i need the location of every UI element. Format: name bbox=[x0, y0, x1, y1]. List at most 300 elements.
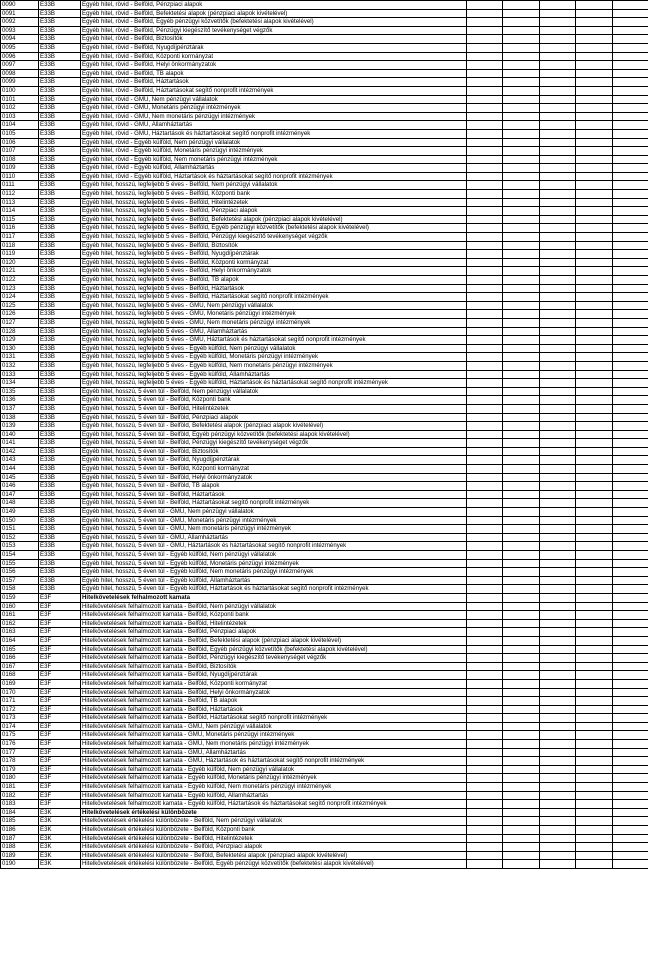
value-cell[interactable] bbox=[539, 284, 575, 293]
value-cell[interactable] bbox=[576, 765, 612, 774]
value-cell[interactable] bbox=[467, 722, 503, 731]
value-cell[interactable] bbox=[467, 731, 503, 740]
value-cell[interactable] bbox=[539, 61, 575, 70]
value-cell[interactable] bbox=[539, 576, 575, 585]
value-cell[interactable] bbox=[539, 671, 575, 680]
value-cell[interactable] bbox=[576, 18, 612, 27]
value-cell[interactable] bbox=[539, 181, 575, 190]
value-cell[interactable] bbox=[539, 35, 575, 44]
value-cell[interactable] bbox=[539, 800, 575, 809]
value-cell[interactable] bbox=[576, 525, 612, 534]
value-cell[interactable] bbox=[612, 731, 648, 740]
value-cell[interactable] bbox=[467, 104, 503, 113]
value-cell[interactable] bbox=[539, 679, 575, 688]
value-cell[interactable] bbox=[612, 52, 648, 61]
value-cell[interactable] bbox=[539, 336, 575, 345]
value-cell[interactable] bbox=[612, 104, 648, 113]
value-cell[interactable] bbox=[576, 112, 612, 121]
value-cell[interactable] bbox=[503, 404, 539, 413]
value-cell[interactable] bbox=[467, 791, 503, 800]
value-cell[interactable] bbox=[467, 190, 503, 199]
value-cell[interactable] bbox=[539, 43, 575, 52]
value-cell[interactable] bbox=[539, 250, 575, 259]
value-cell[interactable] bbox=[503, 576, 539, 585]
value-cell[interactable] bbox=[467, 353, 503, 362]
value-cell[interactable] bbox=[576, 78, 612, 87]
value-cell[interactable] bbox=[539, 404, 575, 413]
value-cell[interactable] bbox=[612, 129, 648, 138]
value-cell[interactable] bbox=[467, 233, 503, 242]
value-cell[interactable] bbox=[612, 791, 648, 800]
value-cell[interactable] bbox=[539, 783, 575, 792]
value-cell[interactable] bbox=[503, 370, 539, 379]
value-cell[interactable] bbox=[467, 447, 503, 456]
value-cell[interactable] bbox=[503, 774, 539, 783]
value-cell[interactable] bbox=[539, 258, 575, 267]
value-cell[interactable] bbox=[612, 43, 648, 52]
value-cell[interactable] bbox=[576, 241, 612, 250]
value-cell[interactable] bbox=[467, 198, 503, 207]
value-cell[interactable] bbox=[467, 387, 503, 396]
value-cell[interactable] bbox=[503, 387, 539, 396]
value-cell[interactable] bbox=[503, 671, 539, 680]
value-cell[interactable] bbox=[503, 783, 539, 792]
value-cell[interactable] bbox=[503, 43, 539, 52]
value-cell[interactable] bbox=[612, 1, 648, 10]
value-cell[interactable] bbox=[467, 800, 503, 809]
value-cell[interactable] bbox=[539, 361, 575, 370]
value-cell[interactable] bbox=[539, 310, 575, 319]
value-cell[interactable] bbox=[576, 190, 612, 199]
value-cell[interactable] bbox=[612, 344, 648, 353]
value-cell[interactable] bbox=[467, 817, 503, 826]
value-cell[interactable] bbox=[539, 387, 575, 396]
value-cell[interactable] bbox=[503, 619, 539, 628]
value-cell[interactable] bbox=[503, 851, 539, 860]
value-cell[interactable] bbox=[612, 722, 648, 731]
value-cell[interactable] bbox=[539, 731, 575, 740]
value-cell[interactable] bbox=[612, 18, 648, 27]
value-cell[interactable] bbox=[467, 293, 503, 302]
value-cell[interactable] bbox=[612, 800, 648, 809]
value-cell[interactable] bbox=[576, 774, 612, 783]
value-cell[interactable] bbox=[467, 525, 503, 534]
value-cell[interactable] bbox=[612, 224, 648, 233]
value-cell[interactable] bbox=[467, 860, 503, 869]
value-cell[interactable] bbox=[503, 757, 539, 766]
value-cell[interactable] bbox=[539, 172, 575, 181]
value-cell[interactable] bbox=[576, 516, 612, 525]
value-cell[interactable] bbox=[576, 851, 612, 860]
value-cell[interactable] bbox=[612, 276, 648, 285]
value-cell[interactable] bbox=[503, 714, 539, 723]
value-cell[interactable] bbox=[503, 447, 539, 456]
value-cell[interactable] bbox=[467, 774, 503, 783]
value-cell[interactable] bbox=[467, 851, 503, 860]
value-cell[interactable] bbox=[539, 628, 575, 637]
value-cell[interactable] bbox=[503, 834, 539, 843]
value-cell[interactable] bbox=[503, 860, 539, 869]
value-cell[interactable] bbox=[467, 276, 503, 285]
value-cell[interactable] bbox=[539, 379, 575, 388]
value-cell[interactable] bbox=[503, 473, 539, 482]
value-cell[interactable] bbox=[576, 215, 612, 224]
value-cell[interactable] bbox=[467, 697, 503, 706]
value-cell[interactable] bbox=[576, 336, 612, 345]
value-cell[interactable] bbox=[467, 138, 503, 147]
value-cell[interactable] bbox=[503, 542, 539, 551]
value-cell[interactable] bbox=[467, 61, 503, 70]
value-cell[interactable] bbox=[467, 705, 503, 714]
value-cell[interactable] bbox=[467, 344, 503, 353]
value-cell[interactable] bbox=[576, 593, 612, 602]
value-cell[interactable] bbox=[503, 198, 539, 207]
value-cell[interactable] bbox=[612, 654, 648, 663]
value-cell[interactable] bbox=[503, 808, 539, 817]
value-cell[interactable] bbox=[539, 645, 575, 654]
value-cell[interactable] bbox=[503, 465, 539, 474]
value-cell[interactable] bbox=[576, 267, 612, 276]
value-cell[interactable] bbox=[612, 267, 648, 276]
value-cell[interactable] bbox=[467, 516, 503, 525]
value-cell[interactable] bbox=[576, 722, 612, 731]
value-cell[interactable] bbox=[612, 207, 648, 216]
value-cell[interactable] bbox=[576, 636, 612, 645]
value-cell[interactable] bbox=[576, 490, 612, 499]
value-cell[interactable] bbox=[539, 69, 575, 78]
value-cell[interactable] bbox=[576, 361, 612, 370]
value-cell[interactable] bbox=[612, 112, 648, 121]
value-cell[interactable] bbox=[503, 817, 539, 826]
value-cell[interactable] bbox=[576, 95, 612, 104]
value-cell[interactable] bbox=[503, 181, 539, 190]
value-cell[interactable] bbox=[539, 121, 575, 130]
value-cell[interactable] bbox=[576, 293, 612, 302]
value-cell[interactable] bbox=[503, 551, 539, 560]
value-cell[interactable] bbox=[503, 293, 539, 302]
value-cell[interactable] bbox=[503, 585, 539, 594]
value-cell[interactable] bbox=[612, 482, 648, 491]
value-cell[interactable] bbox=[612, 688, 648, 697]
value-cell[interactable] bbox=[539, 147, 575, 156]
value-cell[interactable] bbox=[576, 628, 612, 637]
value-cell[interactable] bbox=[503, 250, 539, 259]
value-cell[interactable] bbox=[539, 318, 575, 327]
value-cell[interactable] bbox=[503, 508, 539, 517]
value-cell[interactable] bbox=[539, 327, 575, 336]
value-cell[interactable] bbox=[539, 447, 575, 456]
value-cell[interactable] bbox=[467, 327, 503, 336]
value-cell[interactable] bbox=[539, 843, 575, 852]
value-cell[interactable] bbox=[503, 379, 539, 388]
value-cell[interactable] bbox=[539, 233, 575, 242]
value-cell[interactable] bbox=[576, 310, 612, 319]
value-cell[interactable] bbox=[539, 439, 575, 448]
value-cell[interactable] bbox=[539, 688, 575, 697]
value-cell[interactable] bbox=[576, 473, 612, 482]
value-cell[interactable] bbox=[612, 361, 648, 370]
value-cell[interactable] bbox=[576, 671, 612, 680]
value-cell[interactable] bbox=[612, 78, 648, 87]
value-cell[interactable] bbox=[467, 35, 503, 44]
value-cell[interactable] bbox=[612, 619, 648, 628]
value-cell[interactable] bbox=[503, 310, 539, 319]
value-cell[interactable] bbox=[612, 636, 648, 645]
value-cell[interactable] bbox=[503, 748, 539, 757]
value-cell[interactable] bbox=[576, 585, 612, 594]
value-cell[interactable] bbox=[612, 61, 648, 70]
value-cell[interactable] bbox=[467, 636, 503, 645]
value-cell[interactable] bbox=[576, 783, 612, 792]
value-cell[interactable] bbox=[467, 602, 503, 611]
value-cell[interactable] bbox=[467, 172, 503, 181]
value-cell[interactable] bbox=[612, 198, 648, 207]
value-cell[interactable] bbox=[539, 9, 575, 18]
value-cell[interactable] bbox=[612, 422, 648, 431]
value-cell[interactable] bbox=[576, 250, 612, 259]
value-cell[interactable] bbox=[503, 224, 539, 233]
value-cell[interactable] bbox=[503, 327, 539, 336]
value-cell[interactable] bbox=[576, 791, 612, 800]
value-cell[interactable] bbox=[539, 774, 575, 783]
value-cell[interactable] bbox=[503, 422, 539, 431]
value-cell[interactable] bbox=[539, 654, 575, 663]
value-cell[interactable] bbox=[539, 198, 575, 207]
value-cell[interactable] bbox=[503, 490, 539, 499]
value-cell[interactable] bbox=[503, 662, 539, 671]
value-cell[interactable] bbox=[539, 533, 575, 542]
value-cell[interactable] bbox=[539, 344, 575, 353]
value-cell[interactable] bbox=[503, 353, 539, 362]
value-cell[interactable] bbox=[467, 224, 503, 233]
value-cell[interactable] bbox=[503, 233, 539, 242]
value-cell[interactable] bbox=[612, 645, 648, 654]
value-cell[interactable] bbox=[467, 714, 503, 723]
value-cell[interactable] bbox=[503, 705, 539, 714]
value-cell[interactable] bbox=[576, 138, 612, 147]
value-cell[interactable] bbox=[503, 645, 539, 654]
value-cell[interactable] bbox=[576, 233, 612, 242]
value-cell[interactable] bbox=[612, 602, 648, 611]
value-cell[interactable] bbox=[612, 611, 648, 620]
value-cell[interactable] bbox=[503, 396, 539, 405]
value-cell[interactable] bbox=[467, 473, 503, 482]
value-cell[interactable] bbox=[467, 508, 503, 517]
value-cell[interactable] bbox=[539, 740, 575, 749]
value-cell[interactable] bbox=[503, 482, 539, 491]
value-cell[interactable] bbox=[467, 533, 503, 542]
value-cell[interactable] bbox=[467, 155, 503, 164]
value-cell[interactable] bbox=[612, 671, 648, 680]
value-cell[interactable] bbox=[539, 757, 575, 766]
value-cell[interactable] bbox=[576, 834, 612, 843]
value-cell[interactable] bbox=[539, 155, 575, 164]
value-cell[interactable] bbox=[612, 585, 648, 594]
value-cell[interactable] bbox=[467, 688, 503, 697]
value-cell[interactable] bbox=[539, 422, 575, 431]
value-cell[interactable] bbox=[467, 430, 503, 439]
value-cell[interactable] bbox=[612, 808, 648, 817]
value-cell[interactable] bbox=[576, 26, 612, 35]
value-cell[interactable] bbox=[503, 241, 539, 250]
value-cell[interactable] bbox=[539, 267, 575, 276]
value-cell[interactable] bbox=[612, 181, 648, 190]
value-cell[interactable] bbox=[612, 748, 648, 757]
value-cell[interactable] bbox=[503, 628, 539, 637]
value-cell[interactable] bbox=[576, 147, 612, 156]
value-cell[interactable] bbox=[503, 78, 539, 87]
value-cell[interactable] bbox=[503, 654, 539, 663]
value-cell[interactable] bbox=[503, 147, 539, 156]
value-cell[interactable] bbox=[612, 465, 648, 474]
value-cell[interactable] bbox=[539, 430, 575, 439]
value-cell[interactable] bbox=[576, 379, 612, 388]
value-cell[interactable] bbox=[612, 26, 648, 35]
value-cell[interactable] bbox=[612, 662, 648, 671]
value-cell[interactable] bbox=[503, 69, 539, 78]
value-cell[interactable] bbox=[467, 439, 503, 448]
value-cell[interactable] bbox=[576, 800, 612, 809]
value-cell[interactable] bbox=[467, 671, 503, 680]
value-cell[interactable] bbox=[467, 181, 503, 190]
value-cell[interactable] bbox=[467, 490, 503, 499]
value-cell[interactable] bbox=[576, 318, 612, 327]
value-cell[interactable] bbox=[576, 327, 612, 336]
value-cell[interactable] bbox=[612, 250, 648, 259]
value-cell[interactable] bbox=[576, 301, 612, 310]
value-cell[interactable] bbox=[539, 851, 575, 860]
value-cell[interactable] bbox=[612, 568, 648, 577]
value-cell[interactable] bbox=[612, 783, 648, 792]
value-cell[interactable] bbox=[467, 843, 503, 852]
value-cell[interactable] bbox=[612, 353, 648, 362]
value-cell[interactable] bbox=[503, 499, 539, 508]
value-cell[interactable] bbox=[576, 611, 612, 620]
value-cell[interactable] bbox=[539, 241, 575, 250]
value-cell[interactable] bbox=[612, 499, 648, 508]
value-cell[interactable] bbox=[539, 1, 575, 10]
value-cell[interactable] bbox=[576, 224, 612, 233]
value-cell[interactable] bbox=[612, 233, 648, 242]
value-cell[interactable] bbox=[467, 593, 503, 602]
value-cell[interactable] bbox=[576, 662, 612, 671]
value-cell[interactable] bbox=[539, 86, 575, 95]
value-cell[interactable] bbox=[612, 86, 648, 95]
value-cell[interactable] bbox=[612, 121, 648, 130]
value-cell[interactable] bbox=[539, 636, 575, 645]
value-cell[interactable] bbox=[576, 276, 612, 285]
value-cell[interactable] bbox=[503, 26, 539, 35]
value-cell[interactable] bbox=[612, 336, 648, 345]
value-cell[interactable] bbox=[612, 705, 648, 714]
value-cell[interactable] bbox=[467, 52, 503, 61]
value-cell[interactable] bbox=[503, 456, 539, 465]
value-cell[interactable] bbox=[576, 757, 612, 766]
value-cell[interactable] bbox=[539, 276, 575, 285]
value-cell[interactable] bbox=[539, 224, 575, 233]
value-cell[interactable] bbox=[576, 740, 612, 749]
value-cell[interactable] bbox=[612, 447, 648, 456]
value-cell[interactable] bbox=[503, 593, 539, 602]
value-cell[interactable] bbox=[612, 559, 648, 568]
value-cell[interactable] bbox=[467, 679, 503, 688]
value-cell[interactable] bbox=[612, 284, 648, 293]
value-cell[interactable] bbox=[612, 413, 648, 422]
value-cell[interactable] bbox=[503, 439, 539, 448]
value-cell[interactable] bbox=[539, 293, 575, 302]
value-cell[interactable] bbox=[467, 576, 503, 585]
value-cell[interactable] bbox=[612, 508, 648, 517]
value-cell[interactable] bbox=[612, 258, 648, 267]
value-cell[interactable] bbox=[539, 396, 575, 405]
value-cell[interactable] bbox=[612, 679, 648, 688]
value-cell[interactable] bbox=[467, 748, 503, 757]
value-cell[interactable] bbox=[467, 611, 503, 620]
value-cell[interactable] bbox=[612, 826, 648, 835]
value-cell[interactable] bbox=[539, 714, 575, 723]
value-cell[interactable] bbox=[503, 86, 539, 95]
value-cell[interactable] bbox=[503, 215, 539, 224]
value-cell[interactable] bbox=[612, 740, 648, 749]
value-cell[interactable] bbox=[467, 43, 503, 52]
value-cell[interactable] bbox=[612, 593, 648, 602]
value-cell[interactable] bbox=[576, 404, 612, 413]
value-cell[interactable] bbox=[503, 731, 539, 740]
value-cell[interactable] bbox=[539, 722, 575, 731]
value-cell[interactable] bbox=[503, 791, 539, 800]
value-cell[interactable] bbox=[576, 860, 612, 869]
value-cell[interactable] bbox=[467, 301, 503, 310]
value-cell[interactable] bbox=[503, 679, 539, 688]
value-cell[interactable] bbox=[612, 490, 648, 499]
value-cell[interactable] bbox=[503, 318, 539, 327]
value-cell[interactable] bbox=[467, 499, 503, 508]
value-cell[interactable] bbox=[576, 731, 612, 740]
value-cell[interactable] bbox=[539, 516, 575, 525]
value-cell[interactable] bbox=[467, 370, 503, 379]
value-cell[interactable] bbox=[467, 456, 503, 465]
value-cell[interactable] bbox=[612, 851, 648, 860]
value-cell[interactable] bbox=[467, 662, 503, 671]
value-cell[interactable] bbox=[612, 404, 648, 413]
value-cell[interactable] bbox=[539, 18, 575, 27]
value-cell[interactable] bbox=[576, 344, 612, 353]
value-cell[interactable] bbox=[539, 559, 575, 568]
value-cell[interactable] bbox=[576, 482, 612, 491]
value-cell[interactable] bbox=[503, 207, 539, 216]
value-cell[interactable] bbox=[612, 576, 648, 585]
value-cell[interactable] bbox=[576, 258, 612, 267]
value-cell[interactable] bbox=[612, 164, 648, 173]
value-cell[interactable] bbox=[576, 52, 612, 61]
value-cell[interactable] bbox=[503, 533, 539, 542]
value-cell[interactable] bbox=[467, 740, 503, 749]
value-cell[interactable] bbox=[576, 705, 612, 714]
value-cell[interactable] bbox=[576, 559, 612, 568]
value-cell[interactable] bbox=[467, 26, 503, 35]
value-cell[interactable] bbox=[467, 129, 503, 138]
value-cell[interactable] bbox=[576, 817, 612, 826]
value-cell[interactable] bbox=[539, 602, 575, 611]
value-cell[interactable] bbox=[576, 808, 612, 817]
value-cell[interactable] bbox=[576, 164, 612, 173]
value-cell[interactable] bbox=[539, 473, 575, 482]
value-cell[interactable] bbox=[467, 765, 503, 774]
value-cell[interactable] bbox=[503, 611, 539, 620]
value-cell[interactable] bbox=[612, 542, 648, 551]
value-cell[interactable] bbox=[539, 593, 575, 602]
value-cell[interactable] bbox=[612, 370, 648, 379]
